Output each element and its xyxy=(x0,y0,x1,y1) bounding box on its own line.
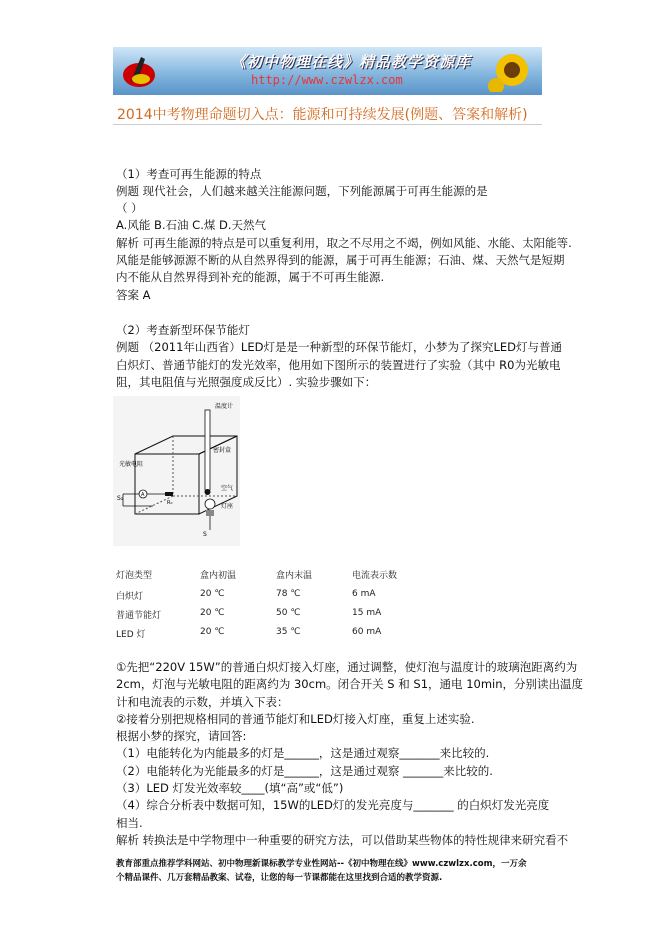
sealed-box-label: 密封盒 xyxy=(213,447,232,454)
section1-analysis-line2: 风能是能够源源不断的从自然界得到的能源，属于可再生能源；石油、煤、天然气是短期 xyxy=(116,253,565,267)
step2: ②接着分别把规格相同的普通节能灯和LED灯接入灯座，重复上述实验. xyxy=(116,712,475,726)
step1-line1: ①先把“220V 15W”的普通白炽灯接入灯座，通过调整，使灯泡与温度计的玻璃泡距离约为 xyxy=(116,660,578,674)
table-cell: 15 mA xyxy=(352,608,382,618)
table-cell: 20 ℃ xyxy=(200,608,225,618)
questions-prompt: 根据小梦的探究，请回答: xyxy=(116,729,247,743)
step1-line2: 2cm，灯泡与光敏电阻的距离约为 30cm。闭合开关 S 和 S1，通电 10min，分别读出温度 xyxy=(116,677,584,691)
switch-s-label: S xyxy=(203,531,207,538)
air-label: 空气 xyxy=(221,485,234,492)
section2-question-line1: 例题 （2011年山西省）LED灯是是一种新型的环保节能灯，小梦为了探究LED灯与普通 xyxy=(116,340,562,354)
lamp-base-label: 灯座 xyxy=(221,503,234,510)
footer-line2: 个精品课件、几万套精品教案、试卷，让您的每一节课都能在这里找到合适的教学资源. xyxy=(116,873,443,883)
document-title: 2014中考物理命题切入点：能源和可持续发展(例题、答案和解析) xyxy=(117,107,528,123)
table-cell: 35 ℃ xyxy=(276,627,301,637)
section1-question: 例题 现代社会，人们越来越关注能源问题，下列能源属于可再生能源的是 xyxy=(116,184,488,198)
table-header-cell: 灯泡类型 xyxy=(116,571,153,581)
s1-label: S₁ xyxy=(117,495,124,502)
site-banner xyxy=(113,47,542,95)
section2-heading: （2）考查新型环保节能灯 xyxy=(116,323,250,337)
section1-analysis-line3: 内不能从自然界得到补充的能源，属于不可再生能源. xyxy=(116,270,385,284)
section1-answer: 答案 A xyxy=(116,288,151,302)
table-cell: 78 ℃ xyxy=(276,589,301,599)
site-logo-icon xyxy=(119,51,159,91)
title-divider xyxy=(113,124,542,125)
table-cell: 60 mA xyxy=(352,627,382,637)
ammeter-label: A xyxy=(141,492,145,498)
section2-question-line3: 阻，其电阻值与光照强度成反比）. 实验步骤如下： xyxy=(116,375,377,389)
question-1: （1）电能转化为内能最多的灯是______，这是通过观察_______来比较的. xyxy=(116,746,490,760)
section2-question-line2: 白炽灯、普通节能灯的发光效率，他用如下图所示的装置进行了实验（其中 R0为光敏电 xyxy=(116,358,561,372)
thermometer-label: 温度计 xyxy=(215,403,234,410)
analysis-start: 解析 转换法是中学物理中一种重要的研究方法，可以借助某些物体的特性规律来研究看不 xyxy=(116,833,569,847)
question-3: （3）LED 灯发光效率较____(填“高”或“低”) xyxy=(116,781,344,795)
table-cell: 20 ℃ xyxy=(200,589,225,599)
table-cell: 普通节能灯 xyxy=(116,611,162,621)
section1-bracket: （ ） xyxy=(116,201,143,215)
table-header-cell: 盒内末温 xyxy=(276,571,313,581)
sunflower-icon xyxy=(488,50,536,92)
question-2: （2）电能转化为光能最多的灯是______，这是通过观察 _______来比较的. xyxy=(116,764,493,778)
section1-options: A.风能 B.石油 C.煤 D.天然气 xyxy=(116,218,267,232)
table-cell: 白炽灯 xyxy=(116,592,144,602)
table-header-cell: 盒内初温 xyxy=(200,571,237,581)
question-4-line1: （4）综合分析表中数据可知，15W的LED灯的发光亮度与_______ 的白炽灯发光亮度 xyxy=(116,798,550,812)
table-header-cell: 电流表示数 xyxy=(352,571,398,581)
banner-title: 《初中物理在线》精品教学资源库 xyxy=(231,53,472,71)
table-cell: 50 ℃ xyxy=(276,608,301,618)
r0-label: R₀ xyxy=(167,500,173,506)
footer-line1: 教育部重点推荐学科网站、初中物理新课标教学专业性网站--《初中物理在线》www.czwlzx.com，一万余 xyxy=(116,859,527,869)
apparatus-figure xyxy=(113,396,240,546)
step1-line3: 计和电流表的示数，并填入下表： xyxy=(116,695,289,709)
question-4-line2: 相当. xyxy=(116,816,143,830)
section1-heading: （1）考查可再生能源的特点 xyxy=(116,167,262,181)
banner-url[interactable]: http://www.czwlzx.com xyxy=(251,73,403,87)
section1-analysis-line1: 解析 可再生能源的特点是可以重复利用，取之不尽用之不竭，例如风能、水能、太阳能等. xyxy=(116,236,572,250)
table-cell: LED 灯 xyxy=(116,630,146,640)
photoresistor-label: 光敏电阻 xyxy=(119,461,144,468)
table-cell: 20 ℃ xyxy=(200,627,225,637)
table-cell: 6 mA xyxy=(352,589,376,599)
